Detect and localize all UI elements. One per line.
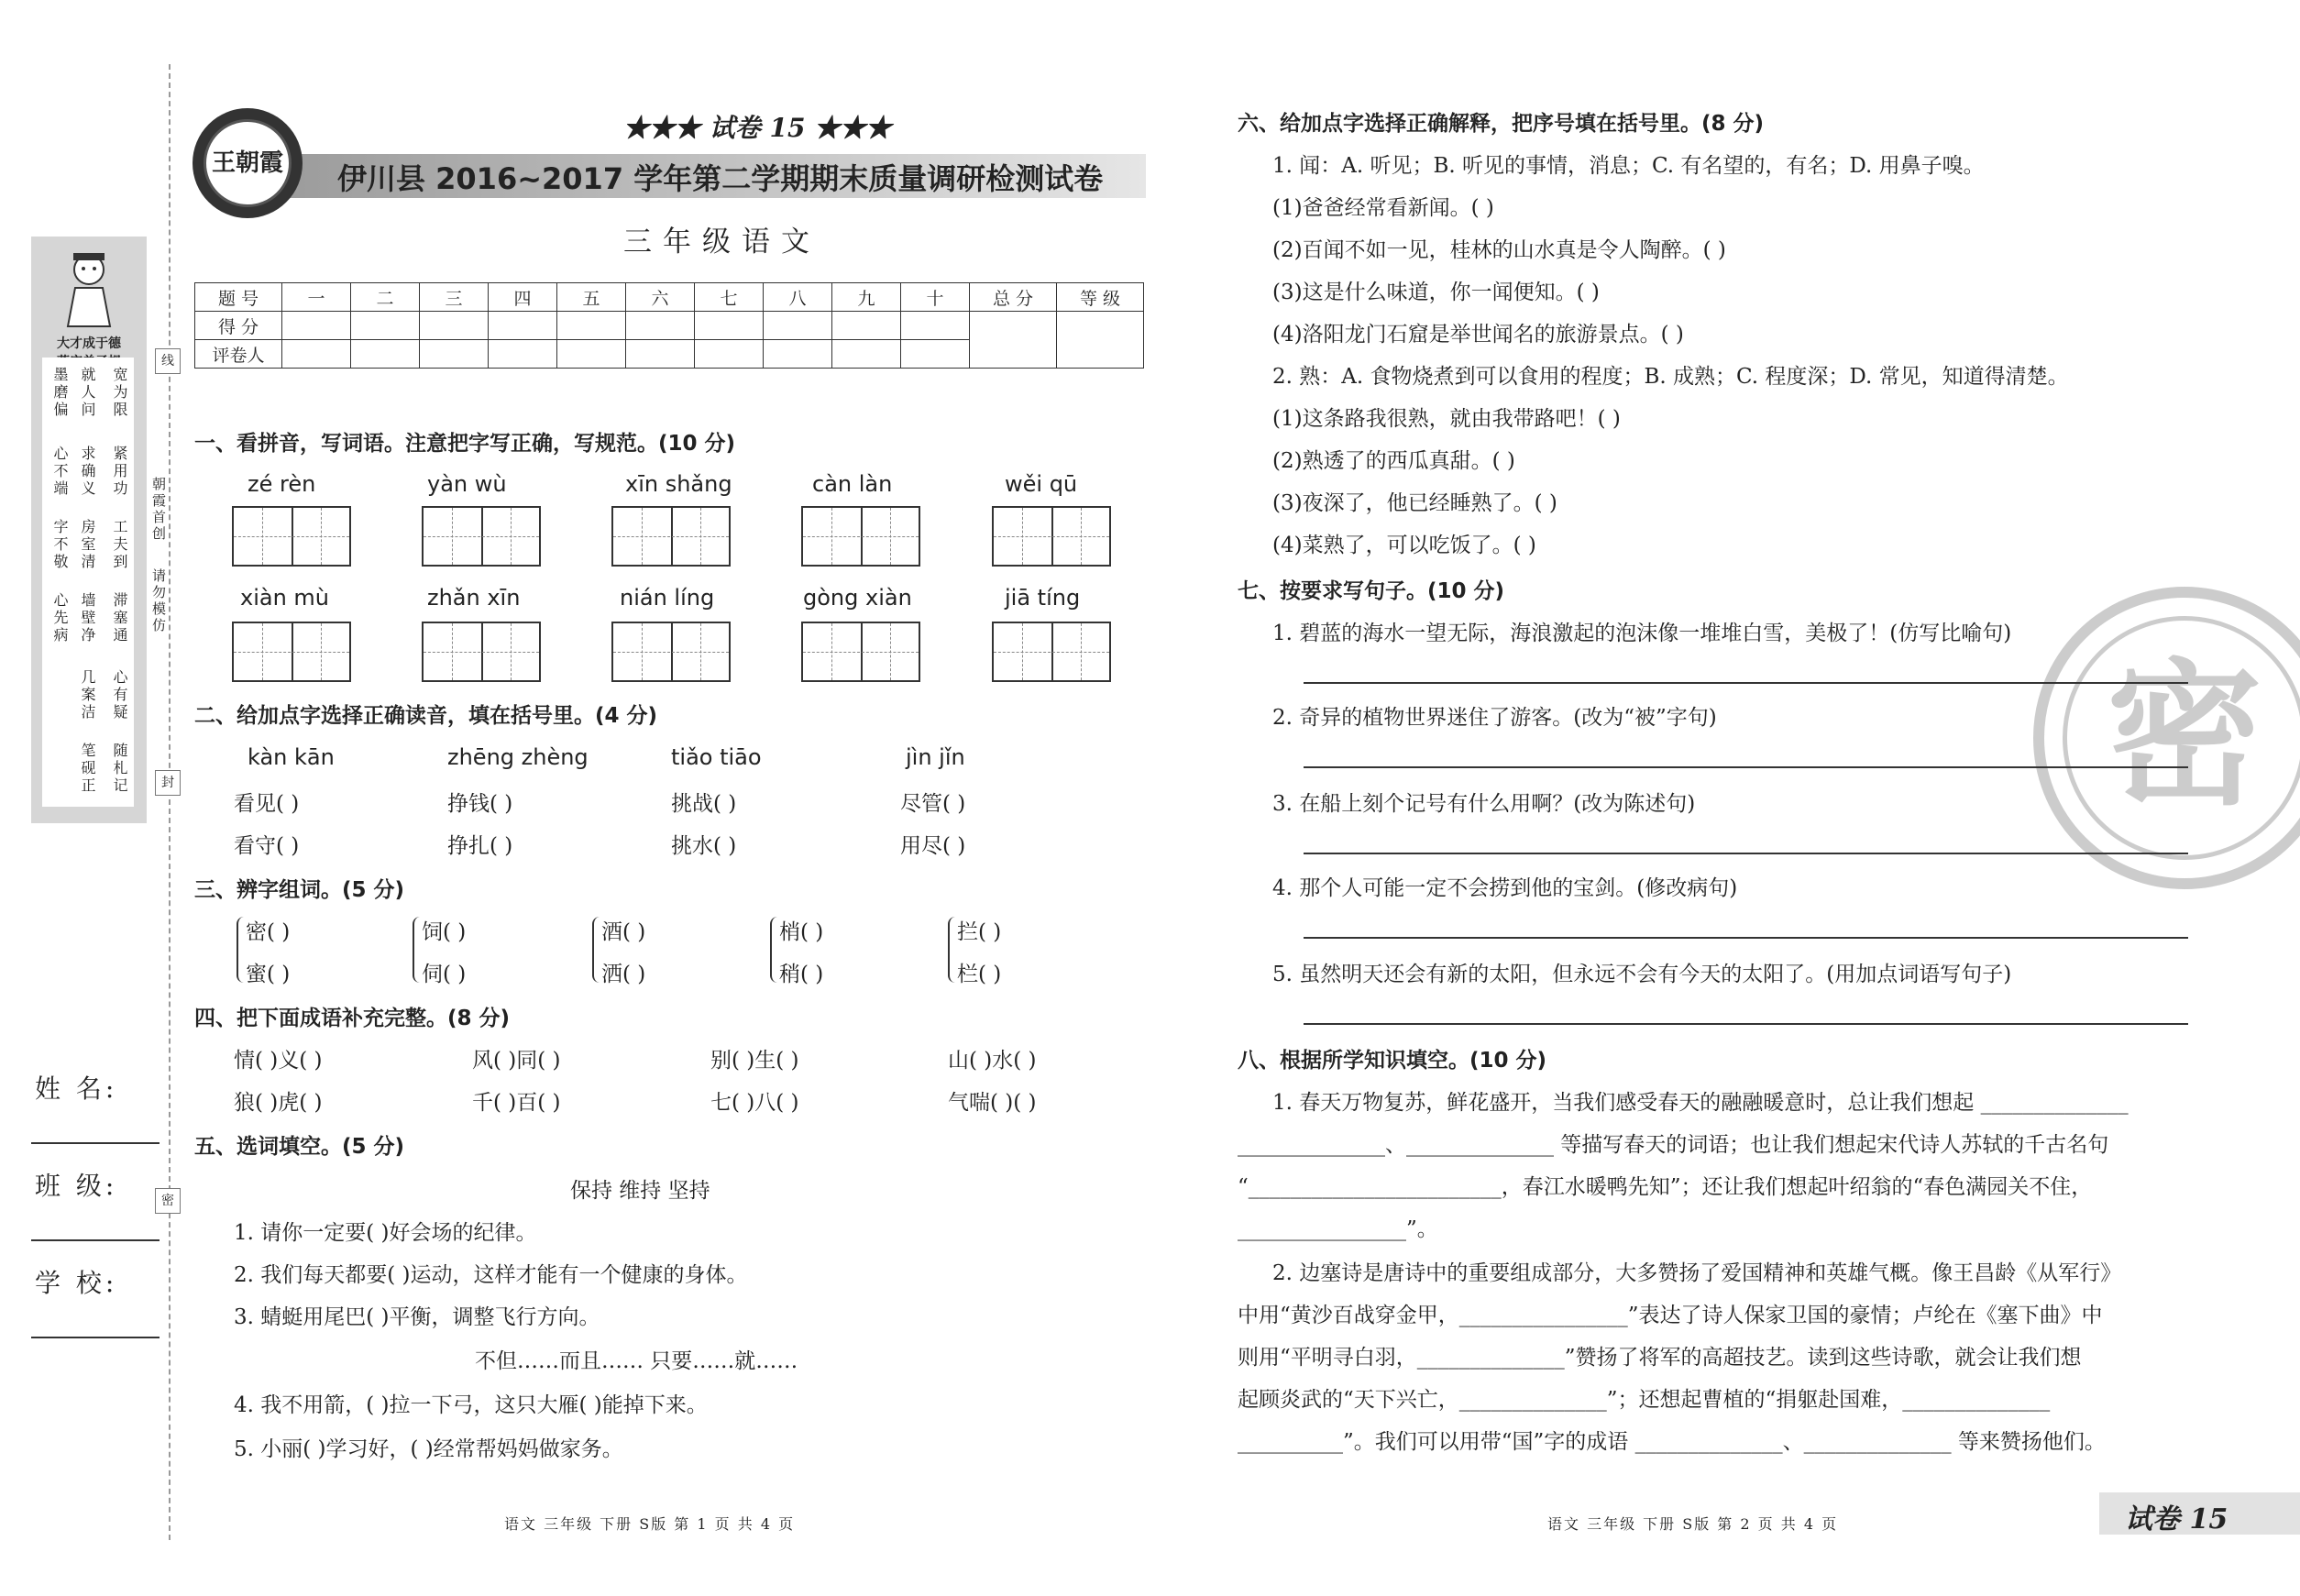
score-input[interactable] [626, 312, 695, 340]
fill-line[interactable]: __________”。我们可以用带“国”字的成语 ______________、______________ 等来赞扬他们。 [1238, 1430, 2106, 1454]
pinyin: gòng xiàn [803, 585, 912, 611]
reading-item[interactable]: 挑水( ) [671, 834, 737, 858]
definition-line: 1. 闻：A. 听见；B. 听见的事情，消息；C. 有名望的，有名；D. 用鼻子嗅。 [1272, 154, 1985, 178]
table-cell: 六 [626, 283, 695, 312]
section-5-title: 五、选词填空。(5 分) [194, 1135, 405, 1159]
table-cell: 一 [282, 283, 351, 312]
name-field[interactable] [31, 1142, 160, 1144]
answer-line[interactable] [1304, 937, 2188, 939]
verse-col: 心有疑 [111, 669, 128, 721]
pinyin-option: zhēng zhèng [447, 744, 589, 770]
section-3-title: 三、辨字组词。(5 分) [194, 878, 405, 902]
section-6-title: 六、给加点字选择正确解释，把序号填在括号里。(8 分) [1238, 112, 1765, 136]
reading-item[interactable]: 挑战( ) [671, 792, 737, 816]
score-input[interactable] [695, 312, 764, 340]
score-header-row [195, 283, 1144, 312]
sidebar-motto: 大才成于德 [57, 336, 121, 351]
reading-item[interactable]: 挣扎( ) [447, 834, 513, 858]
page-footer-right: 语文 三年级 下册 S版 第 2 页 共 4 页 [1547, 1515, 1839, 1533]
pinyin: càn làn [812, 471, 893, 497]
idiom-item[interactable]: 情( )义( ) [234, 1049, 323, 1073]
total-input[interactable] [970, 312, 1057, 369]
fill-question[interactable]: 3. 蜻蜓用尾巴( )平衡，调整飞行方向。 [234, 1305, 600, 1329]
writing-grid[interactable] [611, 622, 731, 682]
char-item[interactable]: 伺( ) [422, 963, 467, 986]
char-item[interactable]: 洒( ) [601, 963, 646, 986]
verse-col: 随札记 [111, 743, 128, 795]
fill-question[interactable]: 5. 小丽( )学习好，( )经常帮妈妈做家务。 [234, 1437, 623, 1461]
school-label: 学 校: [35, 1268, 118, 1298]
exam-title: 伊川县 2016~2017 学年第二学期期末质量调研检测试卷 [337, 161, 1104, 196]
verse-col: 求确义 [79, 446, 96, 498]
corner-exam-number: 试卷 15 [2125, 1503, 2228, 1535]
char-item[interactable]: 密( ) [246, 920, 291, 944]
writing-grid[interactable] [422, 506, 541, 567]
writing-grid[interactable] [801, 622, 920, 682]
writing-grid[interactable] [422, 622, 541, 682]
copyright-note: 朝霞首创 [150, 477, 167, 543]
fill-line[interactable]: 则用“平明寻白羽，______________”赞扬了将军的高超技艺。读到这些诗歌，就会让我们想 [1238, 1346, 2082, 1370]
pinyin: xiàn mù [240, 585, 330, 611]
answer-line[interactable] [1304, 853, 2188, 854]
choice-item[interactable]: (3)这是什么味道，你一闻便知。( ) [1272, 281, 1600, 304]
pinyin: zé rèn [248, 471, 316, 497]
score-input[interactable] [557, 312, 626, 340]
fill-line[interactable]: 中用“黄沙百战穿金甲，________________”表达了诗人保家卫国的豪情；卢纶在《塞下曲》中 [1238, 1304, 2103, 1327]
score-input[interactable] [832, 312, 901, 340]
verse-col: 笔砚正 [79, 743, 96, 795]
grader-input[interactable] [695, 340, 764, 369]
writing-grid[interactable] [232, 506, 351, 567]
verse-col: 几案洁 [79, 669, 96, 721]
answer-line[interactable] [1304, 682, 2188, 684]
table-cell: 五 [557, 283, 626, 312]
class-label: 班 级: [35, 1171, 118, 1201]
reading-item[interactable]: 尽管( ) [900, 792, 966, 816]
word-bank: 不但……而且…… 只要……就…… [475, 1349, 798, 1373]
publisher-logo-text: 王朝霞 [204, 119, 292, 207]
brace [413, 917, 420, 983]
idiom-item[interactable]: 气喘( )( ) [948, 1091, 1037, 1115]
section-7-title: 七、按要求写句子。(10 分) [1238, 579, 1505, 603]
grader-input[interactable] [420, 340, 489, 369]
verse-col: 墙壁净 [79, 592, 96, 644]
char-item[interactable]: 梢( ) [779, 920, 824, 944]
pinyin: jiā tíng [1005, 585, 1081, 611]
table-cell: 等 级 [1057, 283, 1144, 312]
pinyin: zhǎn xīn [427, 585, 521, 611]
idiom-item[interactable]: 山( )水( ) [948, 1049, 1037, 1073]
pinyin-option: jìn jǐn [906, 744, 965, 770]
rewrite-question: 5. 虽然明天还会有新的太阳，但永远不会有今天的太阳了。(用加点词语写句子) [1272, 963, 2012, 986]
pinyin: yàn wù [427, 471, 507, 497]
fill-question[interactable]: 2. 我们每天都要( )运动，这样才能有一个健康的身体。 [234, 1263, 748, 1287]
reading-item[interactable]: 看守( ) [234, 834, 300, 858]
choice-item[interactable]: (2)熟透了的西瓜真甜。( ) [1272, 449, 1515, 473]
brace [592, 917, 600, 983]
fill-question[interactable]: 1. 请你一定要( )好会场的纪律。 [234, 1221, 537, 1245]
rewrite-question: 4. 那个人可能一定不会捞到他的宝剑。(修改病句) [1272, 876, 1738, 900]
pinyin: xīn shǎng [625, 471, 732, 497]
table-cell: 二 [351, 283, 420, 312]
idiom-item[interactable]: 千( )百( ) [472, 1091, 561, 1115]
writing-grid[interactable] [611, 506, 731, 567]
choice-item[interactable]: (3)夜深了，他已经睡熟了。( ) [1272, 491, 1557, 515]
table-cell: 题 号 [195, 283, 282, 312]
brace [237, 917, 244, 983]
scholar-illustration [57, 246, 121, 328]
char-item[interactable]: 饲( ) [422, 920, 467, 944]
score-input[interactable] [351, 312, 420, 340]
section-8-title: 八、根据所学知识填空。(10 分) [1238, 1049, 1547, 1073]
answer-line[interactable] [1304, 1023, 2188, 1025]
verse-col: 工夫到 [111, 519, 128, 571]
fill-line[interactable]: 起顾炎武的“天下兴亡，______________”；还想起曹植的“捐躯赴国难，______________ [1238, 1388, 2051, 1412]
char-item[interactable]: 栏( ) [957, 963, 1002, 986]
table-cell: 七 [695, 283, 764, 312]
writing-grid[interactable] [232, 622, 351, 682]
table-cell: 十 [901, 283, 970, 312]
verse-col: 滞塞通 [111, 592, 128, 644]
exam-number: ★★★ 试卷 15 ★★★ [623, 113, 892, 143]
verse-col: 心不端 [51, 446, 69, 498]
verse-col: 房室清 [79, 519, 96, 571]
score-row [195, 312, 1144, 340]
pinyin-option: kàn kān [248, 744, 335, 770]
name-label: 姓 名: [35, 1073, 118, 1104]
table-cell: 总 分 [970, 283, 1057, 312]
verse-col: 字不敬 [51, 519, 69, 571]
table-cell: 九 [832, 283, 901, 312]
char-item[interactable]: 蜜( ) [246, 963, 291, 986]
choice-item[interactable]: (2)百闻不如一见，桂林的山水真是令人陶醉。( ) [1272, 238, 1726, 262]
fill-question[interactable]: 4. 我不用箭，( )拉一下弓，这只大雁( )能掉下来。 [234, 1393, 708, 1417]
score-input[interactable] [489, 312, 557, 340]
grader-input[interactable] [351, 340, 420, 369]
section-4-title: 四、把下面成语补充完整。(8 分) [194, 1007, 511, 1030]
exam-subtitle: 三年级语文 [623, 226, 820, 259]
section-2-title: 二、给加点字选择正确读音，填在括号里。(4 分) [194, 704, 658, 728]
rewrite-question: 1. 碧蓝的海水一望无际，海浪激起的泡沫像一堆堆白雪，美极了！(仿写比喻句) [1272, 622, 2012, 645]
choice-item[interactable]: (4)菜熟了，可以吃饭了。( ) [1272, 534, 1536, 557]
class-field[interactable] [31, 1239, 160, 1241]
brace [948, 917, 955, 983]
grader-input[interactable] [901, 340, 970, 369]
table-cell: 三 [420, 283, 489, 312]
table-cell: 四 [489, 283, 557, 312]
definition-line: 2. 熟：A. 食物烧煮到可以食用的程度；B. 成熟；C. 程度深；D. 常见，知道得清楚。 [1272, 365, 2069, 389]
char-item[interactable]: 稍( ) [779, 963, 824, 986]
verse-col: 墨磨偏 [51, 367, 69, 419]
answer-line[interactable] [1304, 766, 2188, 768]
char-item[interactable]: 拦( ) [957, 920, 1002, 944]
school-field[interactable] [31, 1337, 160, 1338]
score-table [194, 282, 1144, 369]
writing-grid[interactable] [801, 506, 920, 567]
binding-mark: 线 [155, 348, 181, 374]
score-input[interactable] [901, 312, 970, 340]
choice-item[interactable]: (1)爸爸经常看新闻。( ) [1272, 196, 1494, 220]
score-input[interactable] [282, 312, 351, 340]
grader-input[interactable] [764, 340, 832, 369]
reading-item[interactable]: 挣钱( ) [447, 792, 513, 816]
verse-col: 就人问 [79, 367, 96, 419]
copyright-note: 请勿模仿 [150, 568, 167, 634]
verse-col: 宽为限 [111, 367, 128, 419]
pinyin-option: tiǎo tiāo [671, 744, 762, 770]
binding-line [169, 64, 171, 1540]
binding-mark: 密 [155, 1188, 181, 1214]
page-footer-left: 语文 三年级 下册 S版 第 1 页 共 4 页 [504, 1515, 796, 1533]
binding-mark: 封 [155, 770, 181, 796]
rewrite-question: 2. 奇异的植物世界迷住了游客。(改为“被”字句) [1272, 706, 1717, 730]
score-input[interactable] [420, 312, 489, 340]
fill-line[interactable]: “________________________，春江水暖鸭先知”；还让我们想起叶绍翁的“春色满园关不住， [1238, 1175, 2093, 1199]
writing-grid[interactable] [992, 622, 1111, 682]
section-1-title: 一、看拼音，写词语。注意把字写正确，写规范。(10 分) [194, 432, 736, 456]
idiom-item[interactable]: 别( )生( ) [710, 1049, 799, 1073]
fill-line[interactable]: ________________”。 [1238, 1217, 1438, 1241]
rewrite-question: 3. 在船上刻个记号有什么用啊？(改为陈述句) [1272, 792, 1696, 816]
fill-line[interactable]: ______________、______________ 等描写春天的词语；也让我们想起宋代诗人苏轼的千古名句 [1238, 1133, 2109, 1157]
grader-input[interactable] [832, 340, 901, 369]
grader-input[interactable] [282, 340, 351, 369]
grader-input[interactable] [557, 340, 626, 369]
pinyin: nián líng [620, 585, 715, 611]
reading-item[interactable]: 看见( ) [234, 792, 300, 816]
grade-input[interactable] [1057, 312, 1144, 369]
idiom-item[interactable]: 七( )八( ) [710, 1091, 799, 1115]
verse-col: 心先病 [51, 592, 69, 644]
grader-input[interactable] [489, 340, 557, 369]
sidebar-verses [42, 358, 134, 807]
idiom-item[interactable]: 风( )同( ) [472, 1049, 561, 1073]
idiom-item[interactable]: 狼( )虎( ) [234, 1091, 323, 1115]
fill-line[interactable]: 1. 春天万物复苏，鲜花盛开，当我们感受春天的融融暖意时，总让我们想起 ______________ [1272, 1091, 2129, 1115]
fill-line: 2. 边塞诗是唐诗中的重要组成部分，大多赞扬了爱国精神和英雄气概。像王昌龄《从军行》 [1272, 1261, 2122, 1285]
writing-grid[interactable] [992, 506, 1111, 567]
confidential-stamp-text: 密 [2063, 616, 2300, 860]
table-cell: 八 [764, 283, 832, 312]
brace [770, 917, 777, 983]
verse-col: 紧用功 [111, 446, 128, 498]
char-item[interactable]: 酒( ) [601, 920, 646, 944]
score-input[interactable] [764, 312, 832, 340]
reading-item[interactable]: 用尽( ) [900, 834, 966, 858]
table-cell: 评卷人 [195, 340, 282, 369]
choice-item[interactable]: (4)洛阳龙门石窟是举世闻名的旅游景点。( ) [1272, 323, 1684, 347]
choice-item[interactable]: (1)这条路我很熟，就由我带路吧！( ) [1272, 407, 1621, 431]
table-cell: 得 分 [195, 312, 282, 340]
pinyin: wěi qū [1005, 471, 1078, 497]
word-bank: 保持 维持 坚持 [570, 1179, 710, 1203]
grader-input[interactable] [626, 340, 695, 369]
